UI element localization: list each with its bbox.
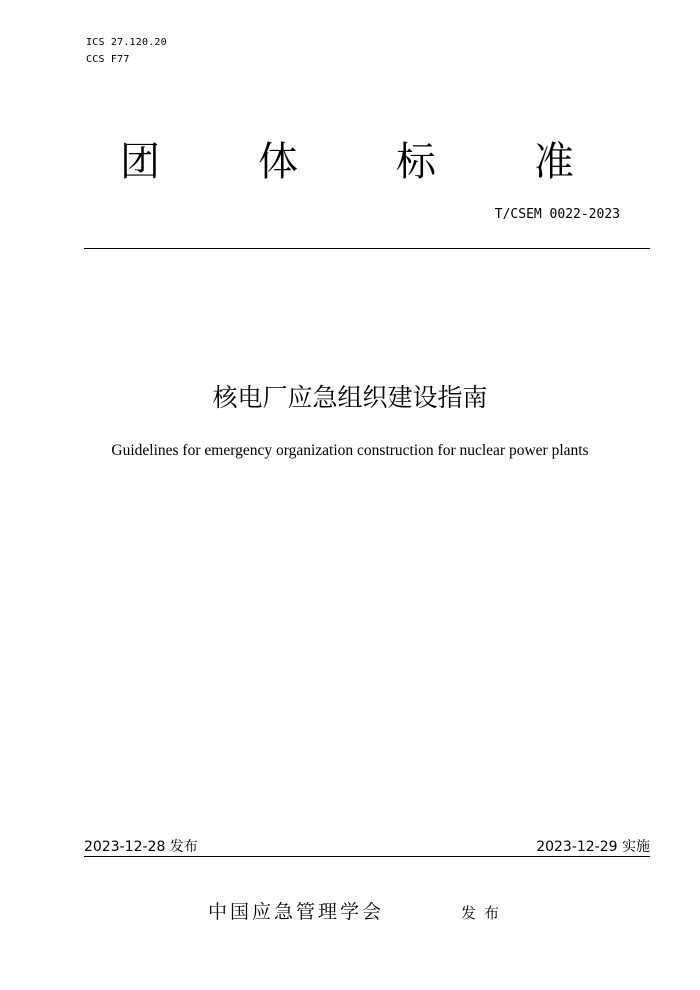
publisher-name: 中国应急管理学会 — [208, 901, 385, 923]
implementation-date: 2023-12-29 实施 — [536, 839, 650, 855]
standard-type-char-3: 标 — [396, 139, 436, 185]
header-divider — [84, 248, 650, 249]
document-title-english: Guidelines for emergency organization construction for nuclear power plants — [111, 442, 589, 459]
ccs-code: CCS F77 — [86, 54, 130, 65]
issue-date: 2023-12-28 发布 — [84, 839, 198, 855]
document-title-chinese: 核电厂应急组织建设指南 — [212, 383, 488, 412]
standard-type-char-1: 团 — [120, 139, 160, 185]
ics-code: ICS 27.120.20 — [86, 37, 167, 48]
standard-number: T/CSEM 0022-2023 — [494, 207, 620, 222]
publish-label: 发布 — [461, 904, 508, 922]
footer-divider — [84, 856, 650, 857]
standard-type-char-4: 准 — [534, 139, 574, 185]
standard-type-char-2: 体 — [258, 139, 298, 185]
